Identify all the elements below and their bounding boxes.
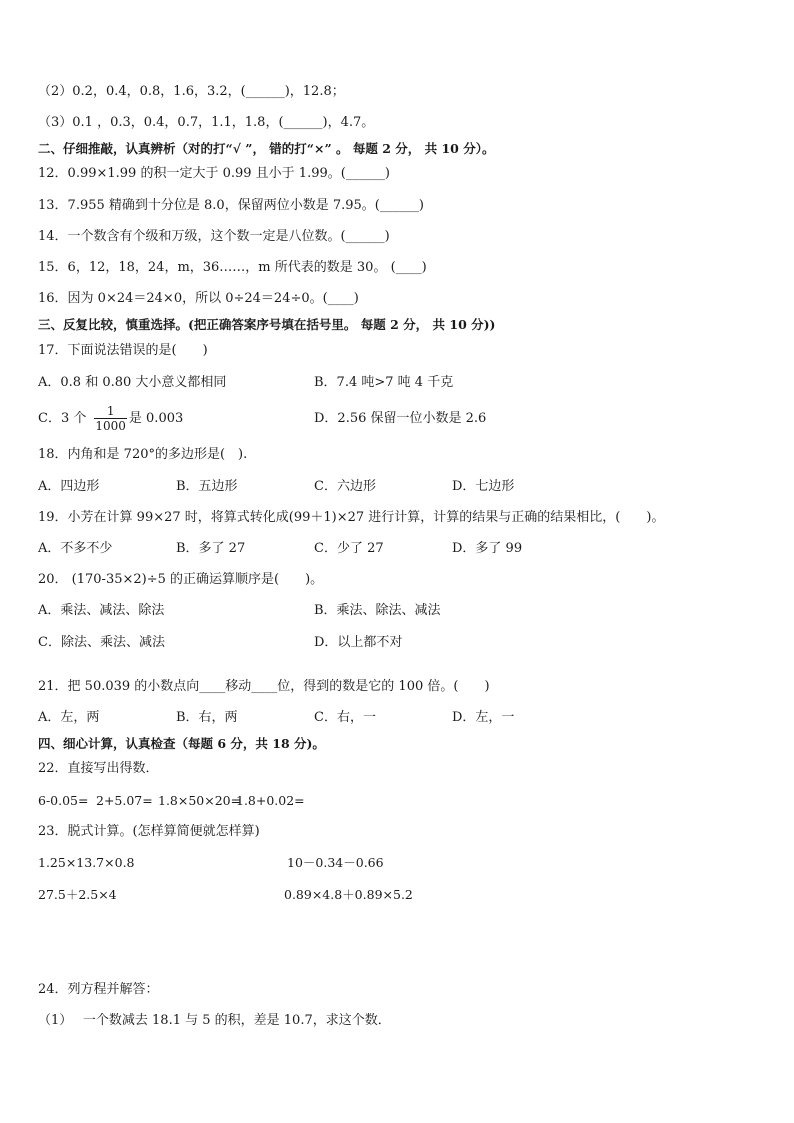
q17-option-a: A．0.8 和 0.80 大小意义都相同 [38,375,227,390]
sequence-question-3: （3）0.1 ，0.3，0.4，0.7，1.1，1.8，(______)，4.7。 [38,115,375,130]
section-4-heading: 四、细心计算，认真检查（每题 6 分，共 18 分)。 [38,736,325,751]
question-21: 21．把 50.039 的小数点向____移动____位，得到的数是它的 100 倍。( ) [38,679,490,694]
q22-item-1: 6-0.05= [38,793,89,808]
question-18: 18．内角和是 720°的多边形是( ). [38,447,248,462]
q20-option-d: D．以上都不对 [314,635,403,650]
question-22: 22．直接写出得数． [38,761,159,776]
q17-option-c [38,403,183,435]
q20-option-a: A．乘法、减法、除法 [38,603,165,618]
q23-expression-2: 10－0.34－0.66 [287,855,384,870]
q21-option-a: A．左，两 [38,710,100,725]
q17-option-c-suffix: 是 0.003 [128,411,184,426]
q18-option-b: B．五边形 [176,479,238,494]
question-15: 15．6，12，18，24，m，36……，m 所代表的数是 30。 (____) [38,260,427,275]
q22-item-3: 1.8×50×20= [158,793,242,808]
q19-option-b: B．多了 27 [176,541,246,556]
section-2-heading: 二、仔细推敲，认真辨析（对的打“√ ”， 错的打“×” 。 每题 2 分， 共 10 分）。 [38,141,495,156]
fraction-denominator: 1000 [95,419,126,433]
sequence-question-2: （2）0.2，0.4，0.8，1.6，3.2，(______)，12.8； [38,84,345,99]
q17-option-b: B．7.4 吨>7 吨 4 千克 [314,375,454,390]
question-19: 19．小芳在计算 99×27 时，将算式转化成(99＋1)×27 进行计算，计算的结果与正确的结果相比，( )。 [38,510,665,525]
q20-option-b: B．乘法、除法、减法 [314,603,441,618]
question-17: 17．下面说法错误的是( ) [38,343,208,358]
section-3-heading: 三、反复比较，慎重选择。(把正确答案序号填在括号里。 每题 2 分， 共 10 分)) [38,317,496,332]
q19-option-d: D．多了 99 [452,541,523,556]
question-16: 16．因为 0×24＝24×0，所以 0÷24＝24÷0。(____) [38,291,359,306]
question-20: 20． (170-35×2)÷5 的正确运算顺序是( )。 [38,572,324,587]
question-24: 24．列方程并解答： [38,982,159,997]
q23-expression-3: 27.5＋2.5×4 [38,887,117,902]
question-14: 14．一个数含有个级和万级，这个数一定是八位数。(______) [38,229,390,244]
q20-option-c: C．除法、乘法、减法 [38,635,165,650]
fraction-numerator: 1 [94,404,127,419]
q23-expression-1: 1.25×13.7×0.8 [38,855,135,870]
q19-option-a: A．不多不少 [38,541,113,556]
question-23: 23．脱式计算。(怎样算简便就怎样算) [38,824,260,839]
q22-item-4: 1.8+0.02= [236,793,305,808]
q21-option-d: D．左，一 [452,710,515,725]
q19-option-c: C．少了 27 [314,541,384,556]
q21-option-c: C．右，一 [314,710,376,725]
q17-option-d: D．2.56 保留一位小数是 2.6 [314,411,487,426]
q23-expression-4: 0.89×4.8＋0.89×5.2 [284,887,413,902]
fraction-one-thousandth [94,404,127,433]
q17-option-c-prefix: C．3 个 [38,411,87,426]
question-24-part-1: （1） 一个数减去 18.1 与 5 的积，差是 10.7，求这个数． [38,1013,391,1028]
q21-option-b: B．右，两 [176,710,238,725]
question-13: 13．7.955 精确到十分位是 8.0，保留两位小数是 7.95。(______) [38,198,424,213]
q18-option-d: D．七边形 [452,479,515,494]
q22-item-2: 2+5.07= [96,793,153,808]
q18-option-c: C．六边形 [314,479,376,494]
q18-option-a: A．四边形 [38,479,100,494]
question-12: 12．0.99×1.99 的积一定大于 0.99 且小于 1.99。(______) [38,166,390,181]
